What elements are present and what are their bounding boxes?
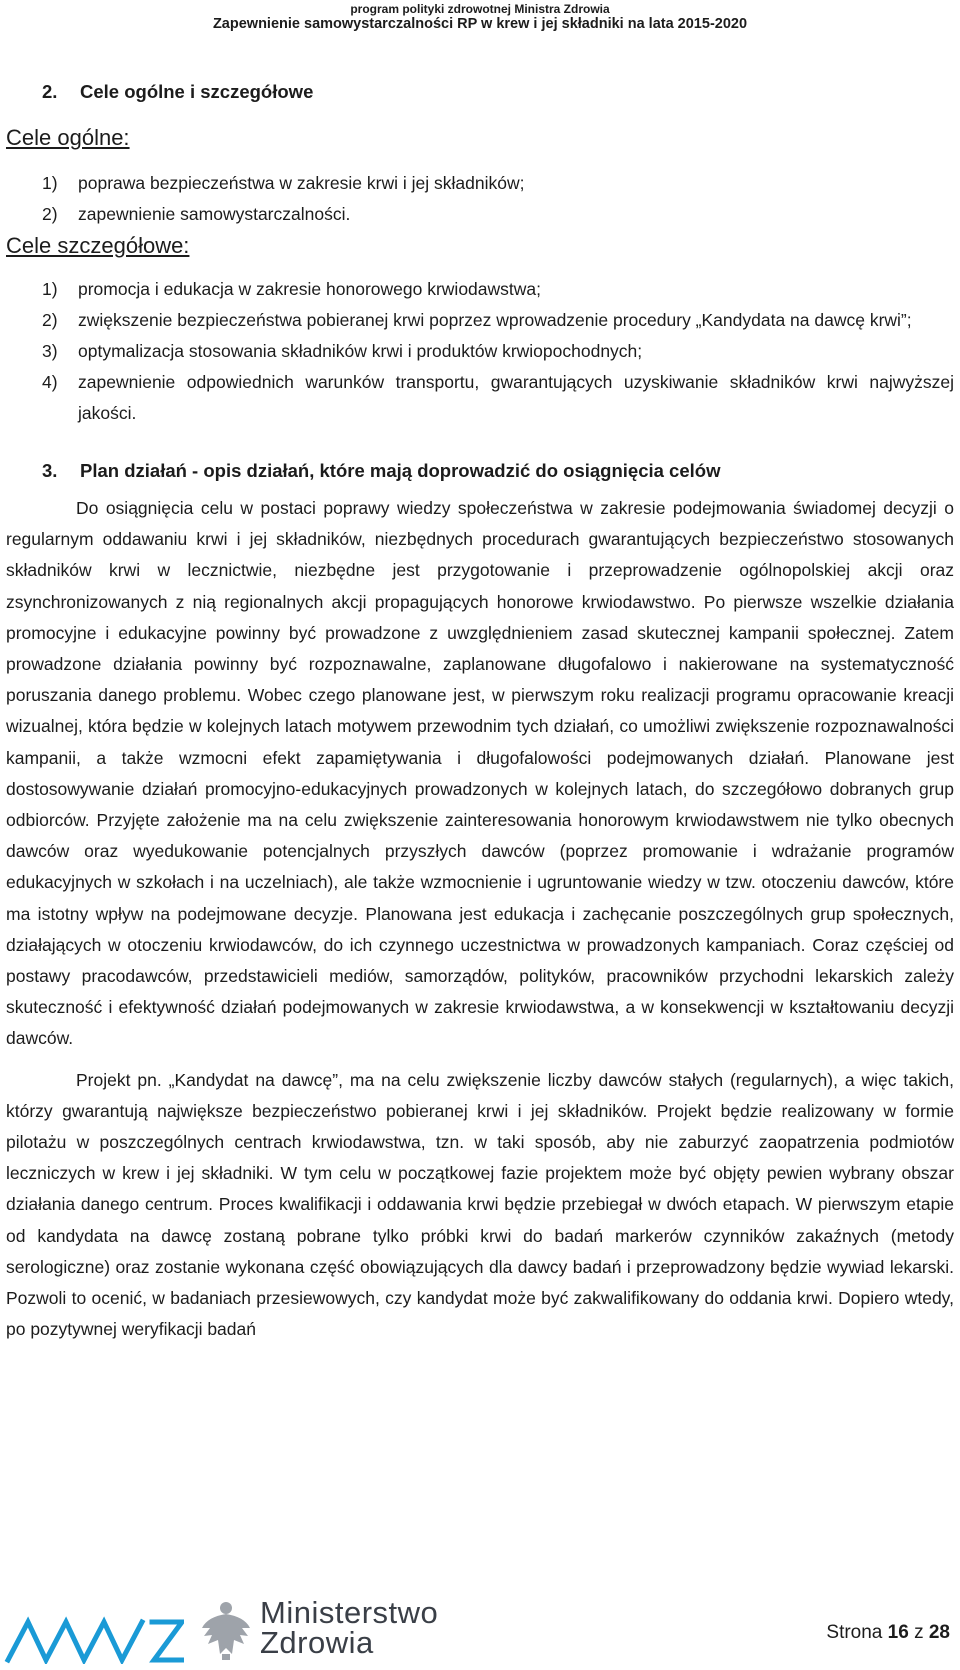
page-footer (0, 1588, 960, 1670)
document-body (6, 78, 954, 1345)
list-item: 1) poprawa bezpieczeństwa w zakresie krwi i jej składników; (42, 173, 525, 193)
section-3-heading (6, 459, 954, 483)
section-2-heading (6, 80, 954, 104)
list-item: 3) optymalizacja stosowania składników krwi i produktów krwiopochodnych; (42, 341, 643, 361)
section-title: Plan działań - opis działań, które mają doprowadzić do osiągnięcia celów (80, 460, 721, 481)
header-program-title: program polityki zdrowotnej Ministra Zdrowia (350, 2, 610, 16)
section-number: 2. (42, 81, 58, 102)
general-goals-list (6, 168, 954, 230)
specific-goals-list (6, 274, 954, 429)
paragraph: Projekt pn. „Kandydat na dawcę”, ma na celu zwiększenie liczby dawców stałych (regularnych), a więc takich, którzy gwarantują największe bezpieczeństwo pobieranej krwi i jej składników. Projekt będzie realizowany w formie pilotażu w poszczególnych centrach krwiodawstwa, tzn. w taki sposób, aby nie zaburzyć zaopatrzenia podmiotów leczniczych w krew i jej składniki. W tym celu w początkowej fazie projektem może być objęty pewien wybrany obszar działania danego centrum. Proces kwalifikacji i oddawania krwi będzie przebiegał w dwóch etapach. W pierwszym etapie od kandydata na dawcę zostaną pobrane tylko próbki krwi do badań markerów czynników zakaźnych (metody serologiczne) oraz zostanie wykonana część obowiązujących dla dawcy badań i przeprowadzony będzie wywiad lekarski. Pozwoli to ocenić, w badaniach przesiewowych, czy kandydat może być zakwalifikowany do oddania krwi. Dopiero wtedy, po pozytywnej weryfikacji badań (6, 1069, 954, 1340)
page-number: Strona 16 z 28 (826, 1622, 950, 1643)
list-item: 2) zwiększenie bezpieczeństwa pobieranej krwi poprzez wprowadzenie procedury „Kandydata na dawcę krwi”; (42, 310, 912, 330)
section-title: Cele ogólne i szczegółowe (80, 81, 314, 102)
general-goals-heading: Cele ogólne: (6, 125, 130, 150)
header-document-title: Zapewnienie samowystarczalności RP w krew i jej składniki na lata 2015-2020 (212, 16, 748, 32)
list-item: 2) zapewnienie samowystarczalności. (42, 204, 351, 224)
specific-goals-heading: Cele szczegółowe: (6, 233, 190, 258)
ministry-logo-icon (4, 1600, 184, 1664)
list-item: 4) zapewnienie odpowiednich warunków transportu, gwarantujących uzyskiwanie składników krwi najwyższej jakości. (42, 372, 954, 423)
section-number: 3. (42, 460, 58, 481)
polish-eagle-icon (200, 1598, 252, 1662)
paragraph: Do osiągnięcia celu w postaci poprawy wiedzy społeczeństwa w zakresie podejmowania świadomej decyzji o regularnym oddawaniu krwi i jej składników, niezbędnych procedurach gwarantujących bezpieczeństwo stosowanych składników krwi w lecznictwie, niezbędne jest przygotowanie i przeprowadzenie ogólnopolskiej akcji oraz zsynchronizowanych z nią regionalnych akcji propagujących honorowe krwiodawstwo. Po pierwsze wszelkie działania promocyjne i edukacyjne powinny być prowadzone z uwzględnieniem zasad skutecznej kampanii społecznej. Zatem prowadzone działania powinny być rozpoznawalne, zaplanowane długofalowo i nakierowane na systematyczność poruszania danego problemu. Wobec czego planowane jest, w pierwszym roku realizacji programu opracowanie kreacji wizualnej, która będzie w kolejnych latach motywem przewodnim tych działań, co umożliwi zwiększenie rozpoznawalności kampanii, a także wzmocni efekt zapamiętywania i długofalowości podejmowanych działań. Planowane jest dostosowywanie działań promocyjno-edukacyjnych prowadzonych w kolejnych latach, do szczegółowo dobranych grup odbiorców. Przyjęte założenie ma na celu zwiększenie zainteresowania honorowym krwiodawstwem nie tylko obecnych dawców oraz wyedukowanie potencjalnych przyszłych dawców (poprzez promowanie i wdrażanie programów edukacyjnych w szkołach i na uczelniach), ale także wzmocnienie i ugruntowanie wiedzy w tzw. otoczeniu dawców, które ma istotny wpływ na podejmowane decyzje. Planowana jest edukacja i zachęcanie poszczególnych grup społecznych, działających w otoczeniu krwiodawców, do ich czynnego uczestnictwa w prowadzonych kampaniach. Coraz częściej od postawy pracodawców, przedstawicieli mediów, samorządów, polityków, pracowników przychodni lekarskich zależy skuteczność i efektywność działań podejmowanych w zakresie krwiodawstwa, a w konsekwencji w kształtowaniu decyzji dawców. (6, 498, 954, 1049)
ministry-name: Ministerstwo Zdrowia (260, 1595, 439, 1660)
list-item: 1) promocja i edukacja w zakresie honorowego krwiodawstwa; (42, 279, 541, 299)
